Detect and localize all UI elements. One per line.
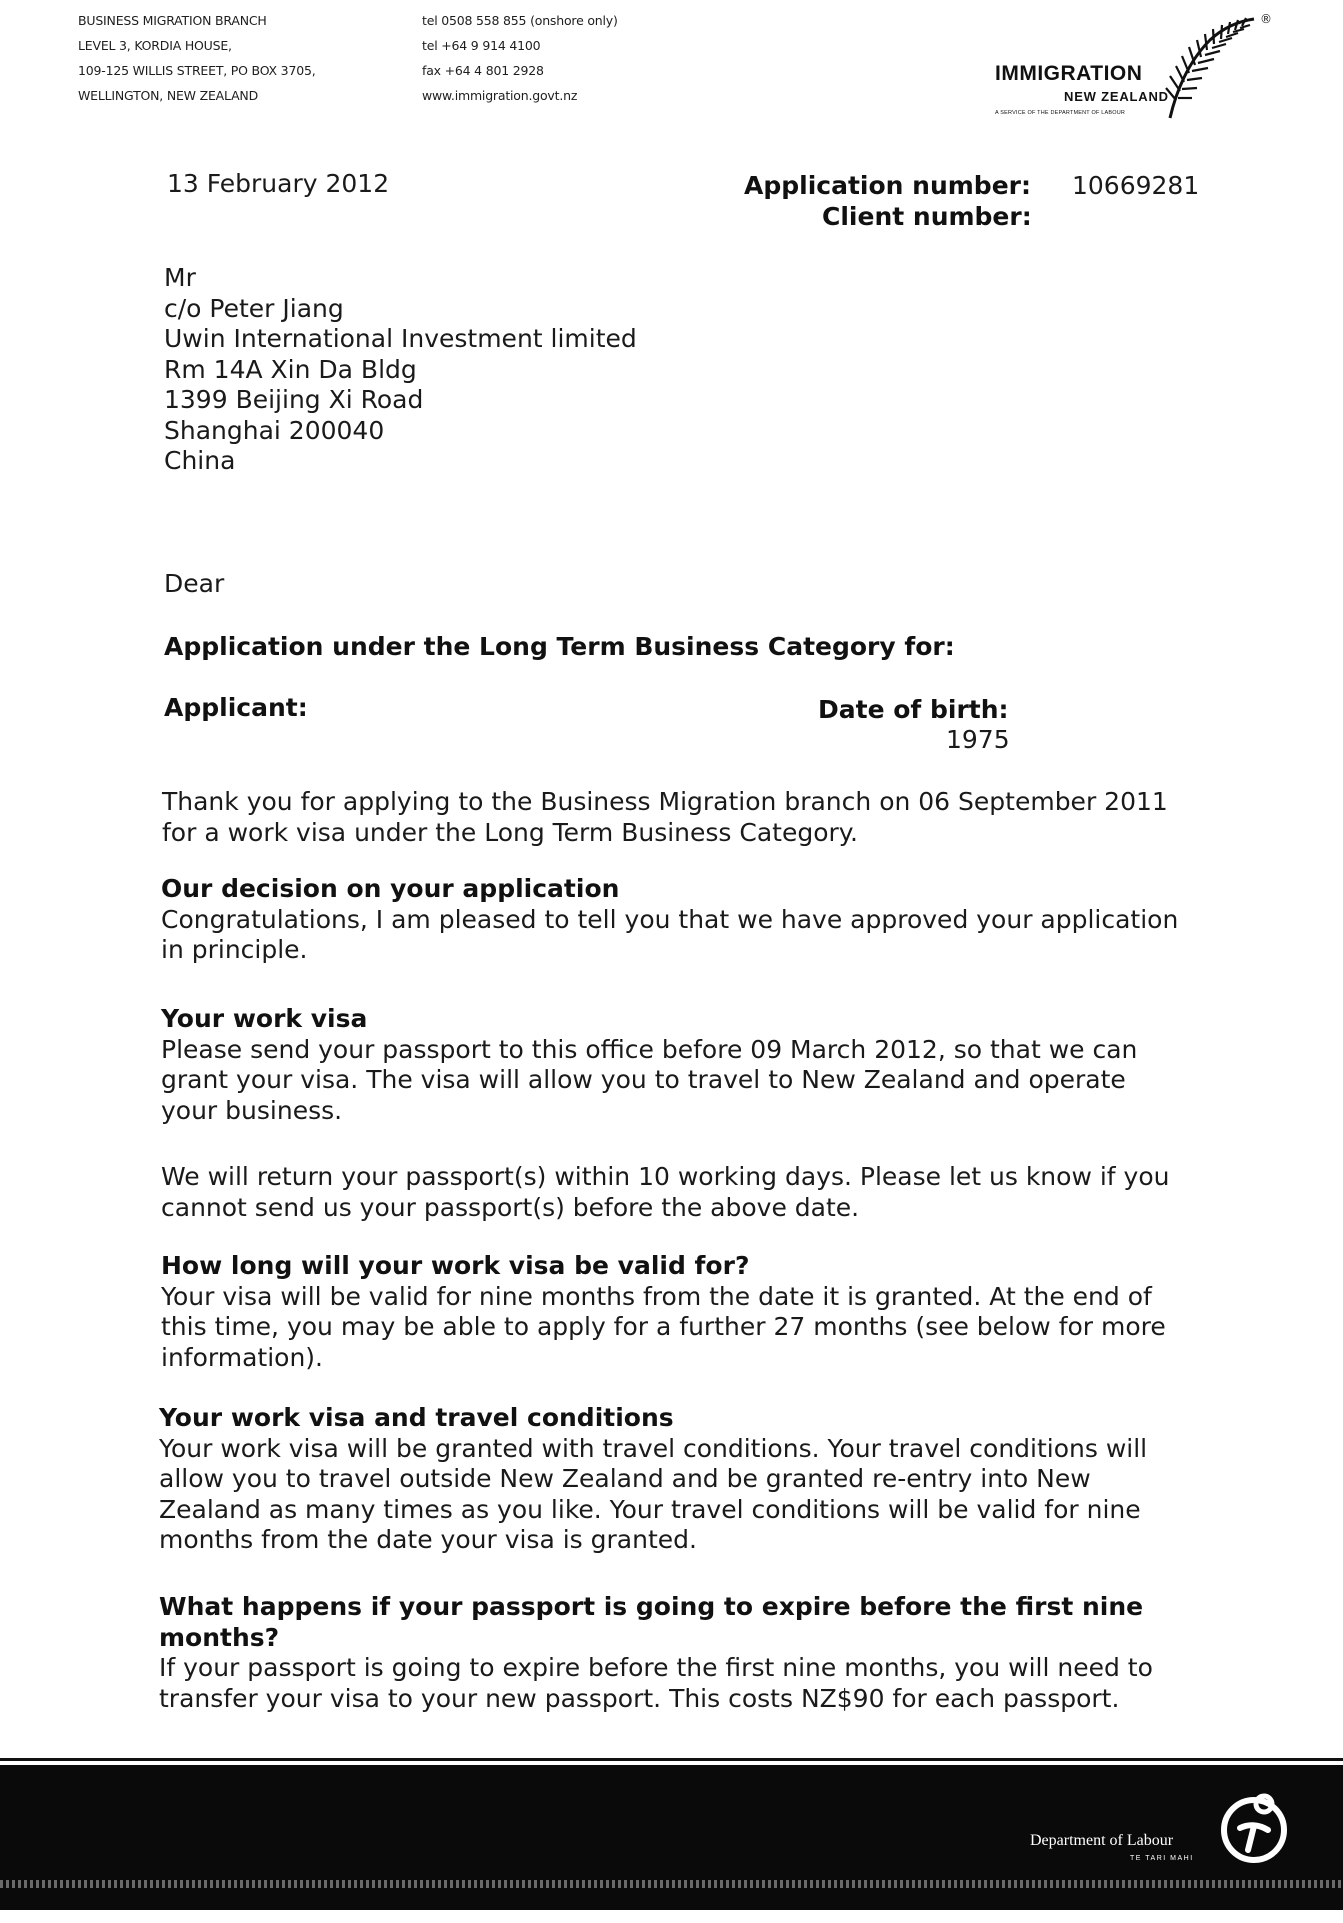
department-of-labour-logo-icon <box>1214 1788 1294 1868</box>
recipient-address <box>164 263 637 477</box>
section-heading: How long will your work visa be valid for? <box>161 1251 750 1280</box>
recipient-line: Shanghai 200040 <box>164 415 385 445</box>
intro-paragraph <box>162 787 1168 848</box>
section-travel-conditions <box>159 1403 1147 1556</box>
section-visa-validity <box>161 1251 1166 1373</box>
letterhead-contact <box>422 8 618 108</box>
recipient-line: 1399 Beijing Xi Road <box>164 385 424 414</box>
paragraph-line: Your visa will be valid for nine months from the date it is granted. At the end of <box>161 1281 1152 1311</box>
recipient-line: Mr <box>164 263 196 292</box>
section-heading: Your work visa and travel conditions <box>159 1403 674 1432</box>
paragraph-line: Congratulations, I am pleased to tell you that we have approved your application <box>161 904 1179 934</box>
contact-line: tel 0508 558 855 (onshore only) <box>422 13 618 28</box>
address-line: 109-125 WILLIS STREET, PO BOX 3705, <box>78 63 316 78</box>
department-of-labour-label: Department of Labour <box>1030 1832 1174 1849</box>
letter-date: 13 February 2012 <box>167 169 390 198</box>
logo-tagline: A SERVICE OF THE DEPARTMENT OF LABOUR <box>995 110 1126 116</box>
address-line: BUSINESS MIGRATION BRANCH <box>78 13 267 28</box>
logo-subtitle: NEW ZEALAND <box>1064 89 1169 104</box>
immigration-nz-logo <box>990 10 1280 125</box>
address-line: LEVEL 3, KORDIA HOUSE, <box>78 38 232 53</box>
paragraph-line: Please send your passport to this office before 09 March 2012, so that we can <box>161 1034 1138 1064</box>
paragraph-line: grant your visa. The visa will allow you to travel to New Zealand and operate <box>161 1065 1126 1094</box>
logo-wordmark: IMMIGRATION <box>995 62 1143 85</box>
registered-mark: ® <box>1260 12 1272 26</box>
paragraph-line: We will return your passport(s) within 10 working days. Please let us know if you <box>161 1162 1170 1191</box>
salutation: Dear <box>164 569 225 598</box>
application-number-label: Application number: <box>744 171 1031 200</box>
recipient-line: Uwin International Investment limited <box>164 324 637 353</box>
section-work-visa <box>161 1004 1137 1126</box>
recipient-line: c/o Peter Jiang <box>164 293 344 323</box>
contact-line: fax +64 4 801 2928 <box>422 63 544 78</box>
paragraph-line: information). <box>161 1342 323 1372</box>
subject-line: Application under the Long Term Business Category for: <box>164 632 955 661</box>
department-maori-name: TE TARI MAHI <box>1130 1855 1194 1862</box>
footer-divider <box>0 1758 1343 1761</box>
date-of-birth-value: 1975 <box>946 725 1010 754</box>
section-passport-expiry <box>159 1592 1153 1714</box>
paragraph-line: cannot send us your passport(s) before the above date. <box>161 1192 860 1222</box>
client-number-label: Client number: <box>822 202 1032 231</box>
section-heading: What happens if your passport is going to expire before the first nine <box>159 1592 1144 1621</box>
paragraph-line: transfer your visa to your new passport. This costs NZ$90 for each passport. <box>159 1683 1120 1713</box>
silver-fern-icon <box>1162 14 1260 124</box>
paragraph-line: months from the date your visa is granted. <box>159 1525 697 1554</box>
date-of-birth-label: Date of birth: <box>818 695 1009 724</box>
section-heading: months? <box>159 1622 280 1652</box>
paragraph-line: in principle. <box>161 935 308 964</box>
paragraph-line: allow you to travel outside New Zealand and be granted re-entry into New <box>159 1464 1091 1493</box>
website-link[interactable]: www.immigration.govt.nz <box>422 88 578 103</box>
paragraph-line: this time, you may be able to apply for a further 27 months (see below for more <box>161 1312 1166 1341</box>
recipient-line: Rm 14A Xin Da Bldg <box>164 354 417 384</box>
section-decision <box>161 874 1178 966</box>
paragraph-line: your business. <box>161 1095 343 1125</box>
paragraph-line: Your work visa will be granted with travel conditions. Your travel conditions will <box>159 1433 1148 1463</box>
paragraph-line: for a work visa under the Long Term Business Category. <box>162 817 858 847</box>
footer-texture <box>0 1880 1343 1888</box>
application-number-value: 10669281 <box>1072 171 1200 200</box>
section-passport-return <box>161 1162 1169 1223</box>
contact-line: tel +64 9 914 4100 <box>422 38 541 53</box>
paragraph-line: Zealand as many times as you like. Your travel conditions will be valid for nine <box>159 1494 1141 1524</box>
address-line: WELLINGTON, NEW ZEALAND <box>78 88 259 103</box>
section-heading: Your work visa <box>161 1004 368 1033</box>
letterhead-address <box>78 8 315 108</box>
applicant-label: Applicant: <box>164 693 308 722</box>
recipient-line: China <box>164 446 236 475</box>
paragraph-line: Thank you for applying to the Business Migration branch on 06 September 2011 <box>162 787 1168 816</box>
section-heading: Our decision on your application <box>161 874 620 903</box>
paragraph-line: If your passport is going to expire before the first nine months, you will need to <box>159 1653 1153 1682</box>
